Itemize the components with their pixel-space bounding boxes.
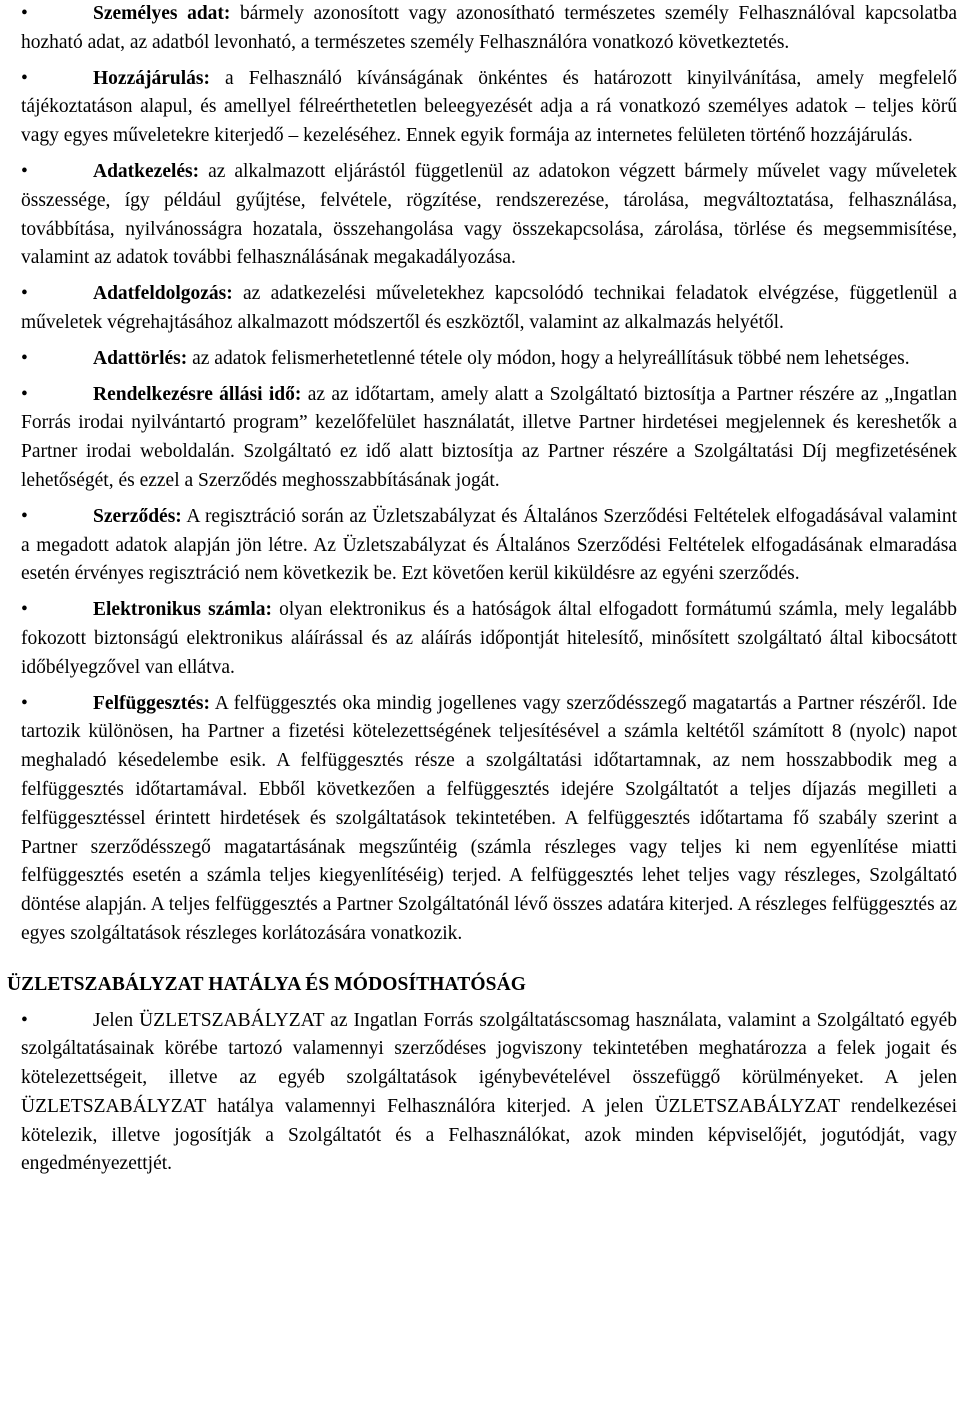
- bullet: •: [21, 3, 28, 24]
- definition-item: [21, 596, 957, 682]
- bullet: •: [21, 505, 28, 527]
- bullet: •: [21, 160, 28, 182]
- definition-text: A regisztráció során az Üzletszabályzat és Általános Szerződési Feltételek elfogadásával valamint a megadott adatok alapján jön létre. Az Üzletszabályzat és Általános Szerződési Feltételek elfogadásának elmaradása esetén érvényes regisztráció nem következik be. Ezt követően kerül kiküldésre az egyéni szerződés.: [21, 505, 957, 585]
- definition-text: olyan elektronikus és a hatóságok által elfogadott formátumú számla, mely legalább fokozott biztonságú elektronikus aláírással és az aláírás időpontját hitelesítő, minősített szolgáltató által kibocsátott időbélyegzővel van ellátva.: [21, 599, 957, 678]
- bullet: •: [21, 1009, 28, 1031]
- definition-item: [21, 381, 957, 496]
- bullet: •: [21, 67, 28, 89]
- definition-item: [21, 0, 957, 58]
- definition-text: az az időtartam, amely alatt a Szolgáltató biztosítja a Partner részére az „Ingatlan Forrás irodai nyilvántartó program” kezelőfelület használatát, illetve Partner hirdetései megjelennek és kereshetők a Partner irodai weboldalán. Szolgáltató ez idő alatt biztosítja az Partner részére a Szolgáltatási Díj megfizetésének lehetőségét, és ezzel a Szerződés meghosszabbításának jogát.: [21, 383, 957, 491]
- definition-term: Elektronikus számla:: [93, 599, 272, 621]
- definition-term: Hozzájárulás:: [93, 67, 210, 89]
- definition-term: Adatfeldolgozás:: [93, 283, 233, 305]
- definition-term: Szerződés:: [93, 505, 182, 527]
- definition-item: [21, 158, 957, 273]
- definition-term: Adatkezelés:: [93, 160, 200, 182]
- definition-text: az adatok felismerhetetlenné tétele oly módon, hogy a helyreállításuk többé nem lehetséges.: [187, 347, 910, 369]
- definition-item: [21, 690, 957, 949]
- section-paragraph: [21, 1007, 957, 1180]
- bullet: •: [21, 347, 28, 369]
- definition-text: bármely azonosított vagy azonosítható természetes személy Felhasználóval kapcsolatba hozható adat, az adatból levonható, a természetes személy Felhasználóra vonatkozó következtetés.: [21, 3, 957, 53]
- definition-item: [21, 345, 957, 374]
- definition-term: Rendelkezésre állási idő:: [93, 383, 302, 405]
- definition-term: Adattörlés:: [93, 347, 188, 369]
- definition-text: A felfüggesztés oka mindig jogellenes vagy szerződésszegő magatartás a Partner részéről. Ide tartozik különösen, ha Partner a fizetési kötelezettségének teljesítésével a számla keltétől számított 8 (nyolc) napot meghaladó késedelembe esik. A felfüggesztés része a szolgáltatási időtartamnak, az nem hosszabbodik meg a felfüggesztés időtartamával. Ebből következően a felfüggesztés idejére Szolgáltatót a teljes díjazás megilleti a felfüggesztéssel érintett hirdetések és szolgáltatások tekintetében. A felfüggesztés időtartama fő szabály szerint a Partner szerződésszegő magatartásának megszűntéig (számla részleges vagy teljes ki nem egyenlítése miatti felfüggesztés esetén a számla teljes kiegyenlítéséig) terjed. A felfüggesztés lehet teljes vagy részleges, Szolgáltató döntése alapján. A teljes felfüggesztés a Partner Szolgáltatónál lévő összes adatára kiterjed. A részleges felfüggesztés az egyes szolgáltatások részleges korlátozására vonatkozik.: [21, 692, 957, 944]
- bullet: •: [21, 692, 28, 714]
- definition-text: az adatkezelési műveletekhez kapcsolódó technikai feladatok elvégzése, függetlenül a műveletek végrehajtásához alkalmazott módszertől és eszköztől, valamint az alkalmazás helyétől.: [21, 283, 957, 333]
- definition-text: a Felhasználó kívánságának önkéntes és határozott kinyilvánítása, amely megfelelő tájékoztatáson alapul, és amellyel félreérthetetlen beleegyezését adja a rá vonatkozó személyes adatok – teljes körű vagy egyes műveletekre kiterjedő – kezeléséhez. Ennek egyik formája az internetes felületen történő hozzájárulás.: [21, 67, 957, 147]
- section-paragraph-text: Jelen ÜZLETSZABÁLYZAT az Ingatlan Forrás szolgáltatáscsomag használata, valamint a Szolgáltató egyéb szolgáltatásainak körébe tartozó valamennyi szerződéses jogviszony tekintetében meghatározza a felek jogait és kötelezettségeit, illetve az egyéb szolgáltatások igénybevételével összefüggő körülményeket. A jelen ÜZLETSZABÁLYZAT hatálya valamennyi Felhasználóra kiterjed. A jelen ÜZLETSZABÁLYZAT rendelkezései kötelezik, illetve jogosítják a Szolgáltatót és a Felhasználókat, azok minden képviselőjét, jogutódját, vagy engedményezettjét.: [21, 1009, 957, 1175]
- bullet: •: [21, 599, 28, 621]
- bullet: •: [21, 283, 28, 305]
- definition-text: az alkalmazott eljárástól függetlenül az adatokon végzett bármely művelet vagy műveletek összessége, így például gyűjtése, felvétele, rögzítése, rendszerezése, tárolása, megváltoztatása, felhasználása, továbbítása, nyilvánosságra hozatala, összehangolása vagy összekapcsolása, zárolása, törlése és megsemmisítése, valamint az adatok további felhasználásának megakadályozása.: [21, 160, 957, 269]
- definition-item: [21, 503, 957, 589]
- section-heading: ÜZLETSZABÁLYZAT HATÁLYA ÉS MÓDOSÍTHATÓSÁG: [7, 973, 527, 995]
- definition-item: [21, 65, 957, 151]
- definition-item: [21, 280, 957, 338]
- definition-term: Személyes adat:: [93, 3, 231, 24]
- definition-term: Felfüggesztés:: [93, 692, 210, 714]
- bullet: •: [21, 383, 28, 405]
